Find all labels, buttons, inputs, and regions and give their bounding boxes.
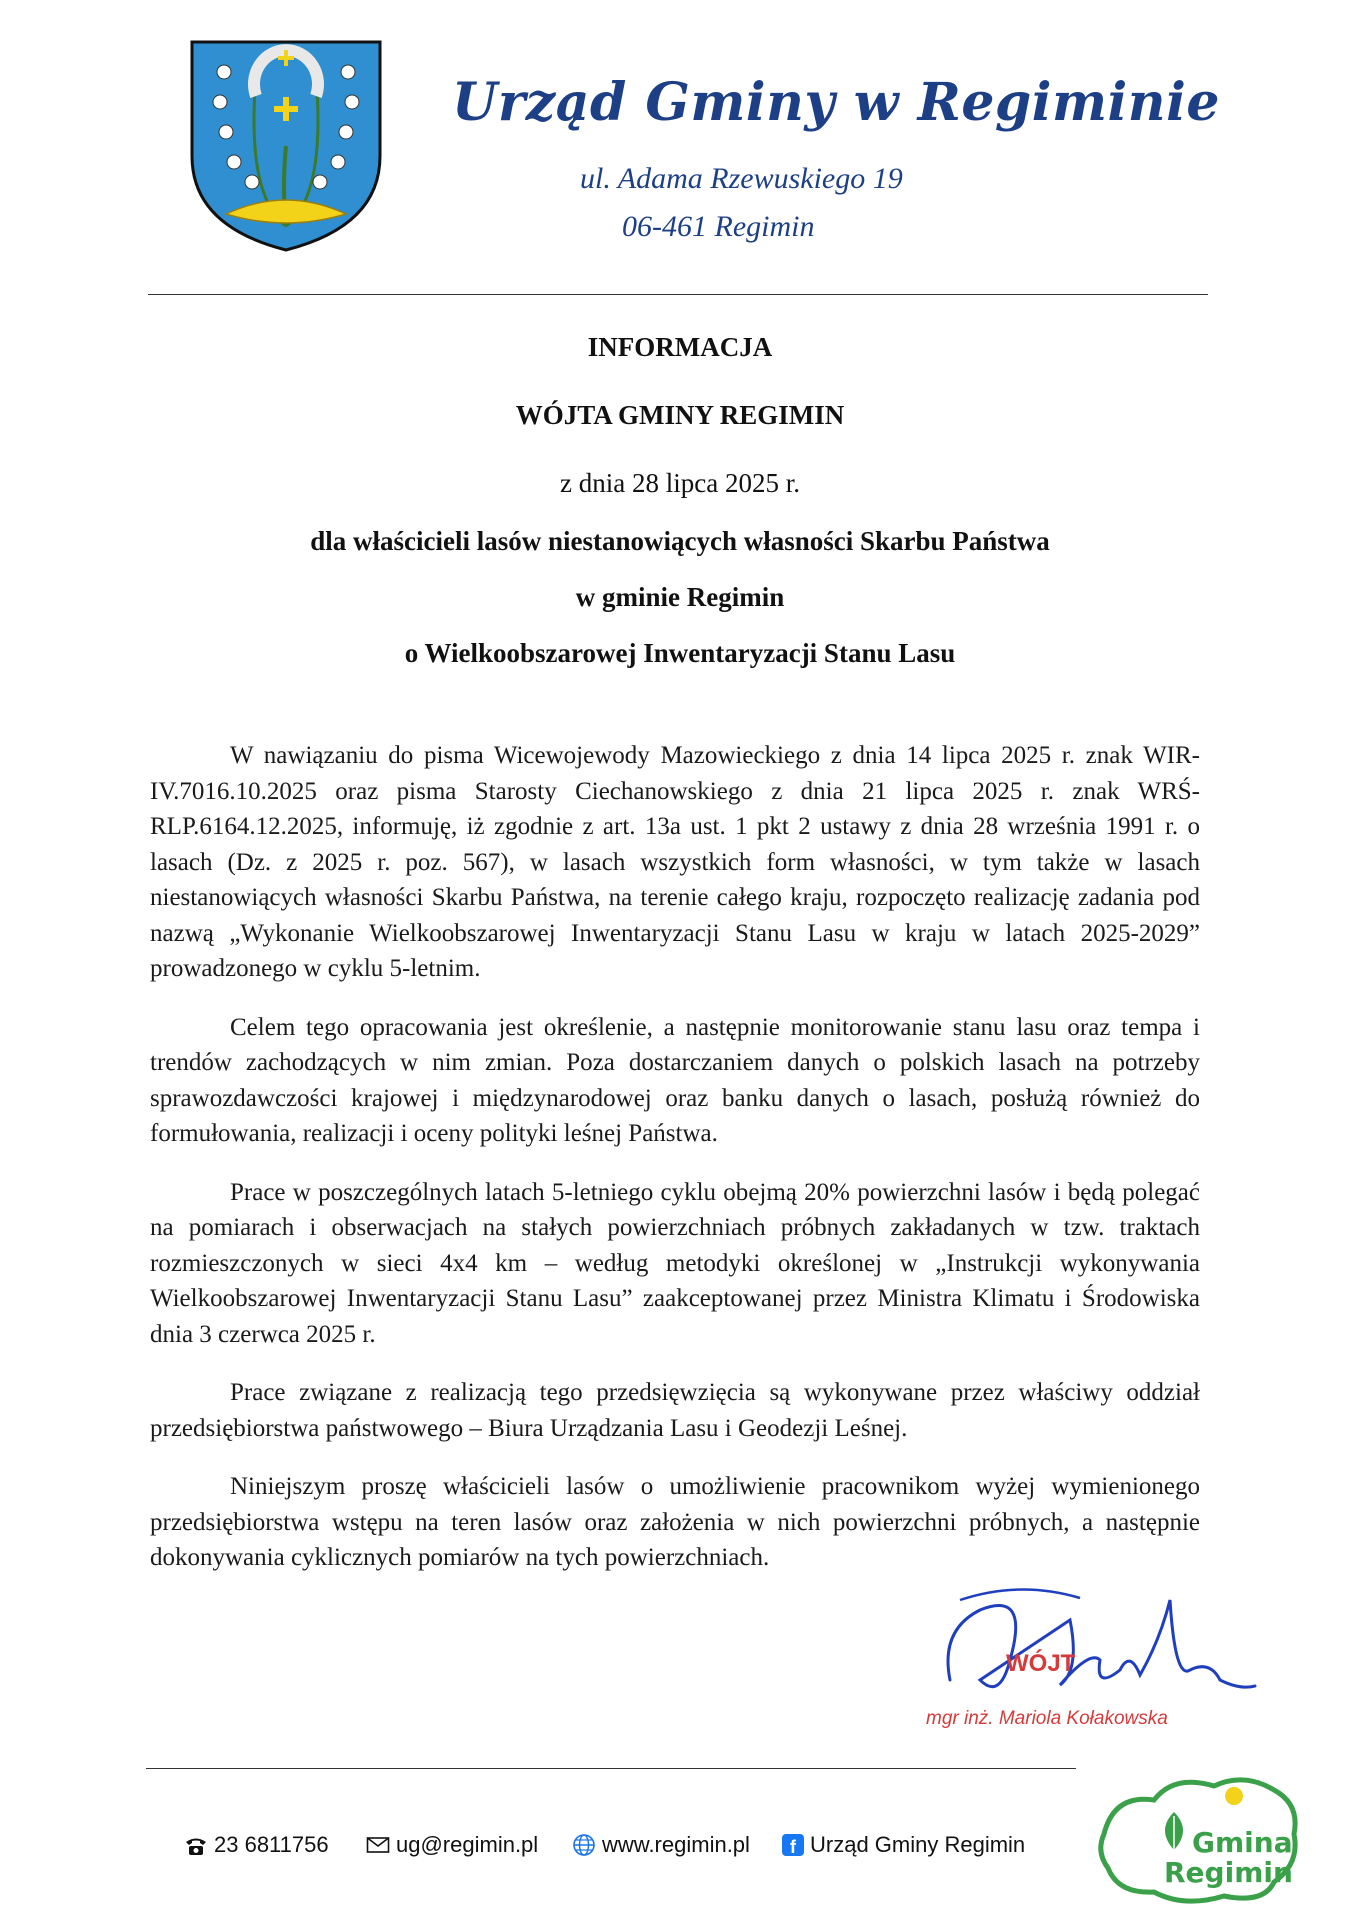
office-name: Urząd Gminy w Regiminie bbox=[452, 72, 1220, 133]
document-subtitle: WÓJTA GMINY REGIMIN bbox=[515, 400, 845, 430]
globe-icon bbox=[572, 1833, 596, 1857]
footer-phone[interactable] bbox=[184, 1832, 329, 1858]
phone-number: 23 6811756 bbox=[214, 1832, 329, 1857]
logo-text-regimin: Regimin bbox=[1164, 1856, 1293, 1889]
footer-website[interactable] bbox=[572, 1832, 750, 1858]
letter-body bbox=[150, 738, 1200, 1599]
document-topic: o Wielkoobszarowej Inwentaryzacji Stanu Lasu bbox=[404, 638, 956, 668]
coat-of-arms-icon bbox=[186, 36, 386, 254]
header-divider bbox=[148, 294, 1208, 295]
address-street: ul. Adama Rzewuskiego 19 bbox=[580, 162, 903, 195]
handwritten-signature bbox=[920, 1560, 1260, 1720]
paragraph-5: Niniejszym proszę właścicieli lasów o umożliwienie pracownikom wyżej wymienionego przedsiębiorstwa wstępu na teren lasów oraz założenia w nich powierzchni próbnych, a następnie dokonywania cyklicznych pomiarów na tych powierzchniach. bbox=[150, 1473, 1200, 1571]
addressees-line-1: dla właścicieli lasów niestanowiących własności Skarbu Państwa bbox=[310, 526, 1050, 556]
document-title: INFORMACJA bbox=[587, 332, 773, 362]
paragraph-4: Prace związane z realizacją tego przedsięwzięcia są wykonywane przez właściwy oddział przedsiębiorstwa państwowego – Biura Urządzania Lasu i Geodezji Leśnej. bbox=[150, 1379, 1200, 1442]
footer-email[interactable] bbox=[366, 1832, 538, 1858]
stamp-name: mgr inż. Mariola Kołakowska bbox=[926, 1708, 1168, 1729]
document-date: z dnia 28 lipca 2025 r. bbox=[560, 468, 800, 498]
logo-text-gmina: Gmina bbox=[1192, 1826, 1293, 1859]
facebook-page-name: Urząd Gminy Regimin bbox=[810, 1832, 1026, 1857]
paragraph-3: Prace w poszczególnych latach 5-letniego cyklu obejmą 20% powierzchni lasów i będą polegać na pomiarach i obserwacjach na stałych powierzchniach próbnych zakładanych w tzw. traktach rozmieszczonych w sieci 4x4 km – według metodyki określonej w „Instrukcji wykonywania Wielkoobszarowej Inwentaryzacji Stanu Lasu” zaakceptowanej przez Ministra Klimatu i Środowiska dnia 3 czerwca 2025 r. bbox=[150, 1178, 1200, 1348]
stamp-title: WÓJT bbox=[1006, 1650, 1076, 1677]
website-url: www.regimin.pl bbox=[602, 1832, 750, 1857]
paragraph-1: W nawiązaniu do pisma Wicewojewody Mazowieckiego z dnia 14 lipca 2025 r. znak WIR-IV.7016.10.2025 oraz pisma Starosty Ciechanowskiego z dnia 21 lipca 2025 r. znak WRŚ-RLP.6164.12.2025, informuję, iż zgodnie z art. 13a ust. 1 pkt 2 ustawy z dnia 28 września 1991 r. o lasach (Dz. z 2025 r. poz. 567), w lasach wszystkich form własności, w tym także w lasach niestanowiących własności Skarbu Państwa, na terenie całego kraju, rozpoczęto realizację zadania pod nazwą „Wykonanie Wielkoobszarowej Inwentaryzacji Stanu Lasu w kraju w latach 2025-2029” prowadzonego w cyklu 5-letnim. bbox=[150, 742, 1200, 982]
phone-icon bbox=[184, 1833, 208, 1857]
footer-facebook[interactable] bbox=[782, 1832, 1025, 1858]
paragraph-2: Celem tego opracowania jest określenie, a następnie monitorowanie stanu lasu oraz tempa i trendów zachodzących w nim zmian. Poza dostarczaniem danych o polskich lasach na potrzeby sprawozdawczości krajowej i międzynarodowej oraz banku danych o lasach, posłużą również do formułowania, realizacji i oceny polityki leśnej Państwa. bbox=[150, 1013, 1200, 1147]
footer-divider bbox=[146, 1768, 1076, 1769]
address-postal: 06-461 Regimin bbox=[622, 210, 815, 243]
addressees-line-2: w gminie Regimin bbox=[575, 582, 785, 612]
envelope-icon bbox=[366, 1833, 390, 1857]
email-address: ug@regimin.pl bbox=[396, 1832, 539, 1857]
facebook-icon: f bbox=[782, 1834, 804, 1856]
